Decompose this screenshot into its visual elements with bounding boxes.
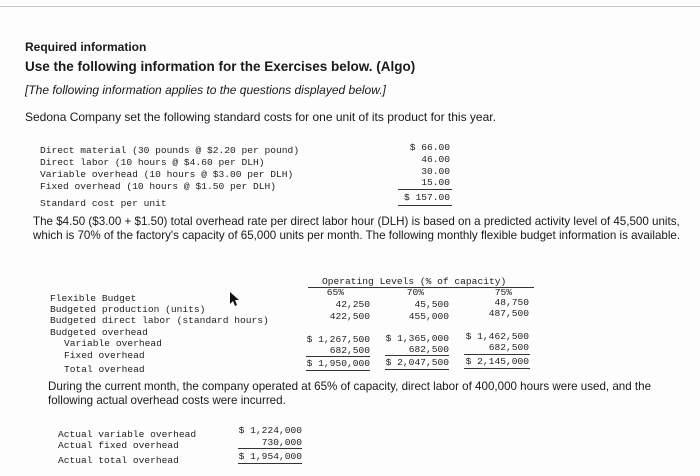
flexible-budget-title: Flexible Budget: [50, 293, 137, 304]
flex-cell: $ 1,462,500: [465, 331, 529, 342]
actual-costs-paragraph: During the current month, the company operated at 65% of capacity, direct labor of 400,000 hours were used, and the following actual overhead costs were incurred.: [48, 380, 652, 407]
operating-levels-header: Operating Levels (% of capacity): [322, 276, 507, 287]
subtotal-rule: [398, 189, 452, 190]
flex-row-label: Budgeted direct labor (standard hours): [50, 315, 269, 326]
flex-cell: 48,750: [494, 297, 529, 308]
standard-cost-label: Direct labor (10 hours @ $4.60 per DLH): [40, 157, 265, 168]
flex-cell: 682,500: [329, 345, 370, 356]
total-rule: [306, 370, 370, 371]
total-rule: [398, 205, 452, 206]
actual-row-label: Actual fixed overhead: [58, 440, 179, 451]
standard-cost-value: 15.00: [421, 177, 450, 188]
cursor-arrow-icon: [228, 291, 242, 307]
flex-cell: $ 1,267,500: [306, 334, 370, 345]
flex-cell: 682,500: [408, 344, 449, 355]
column-header-75: 75%: [494, 287, 512, 298]
flex-cell: 455,000: [408, 311, 449, 322]
standard-cost-label: Direct material (30 pounds @ $2.20 per pound): [40, 145, 300, 156]
actual-row-label: Actual variable overhead: [58, 429, 197, 440]
flex-cell: $ 2,047,500: [385, 357, 449, 368]
flex-row-label: Total overhead: [64, 364, 145, 375]
flex-row-label: Variable overhead: [64, 338, 162, 349]
column-header-65: 65%: [326, 287, 344, 298]
standard-cost-value: 30.00: [421, 166, 450, 177]
flex-cell: 42,250: [335, 299, 370, 310]
subtotal-rule: [238, 448, 302, 449]
flex-row-label: Budgeted overhead: [50, 327, 148, 338]
flex-cell: 682,500: [488, 342, 529, 353]
flex-row-label: Budgeted production (units): [50, 304, 206, 315]
total-rule: [385, 369, 449, 370]
actual-value: $ 1,224,000: [238, 425, 302, 436]
overhead-rate-paragraph: The $4.50 ($3.00 + $1.50) total overhead rate per direct labor hour (DLH) is based on a predicted activity level of 45,500 units, which is 70% of the factory's capacity of 65,000 units per month. The following monthly flexible budget information is available.: [33, 215, 681, 242]
standard-cost-total-label: Standard cost per unit: [40, 198, 167, 209]
actual-total-value: $ 1,954,000: [238, 451, 302, 462]
subtotal-rule: [385, 355, 449, 356]
standard-cost-value: $ 66.00: [409, 142, 450, 153]
standard-cost-value: 46.00: [421, 154, 450, 165]
top-divider: [0, 6, 700, 7]
standard-cost-label: Variable overhead (10 hours @ $3.00 per DLH): [40, 169, 294, 180]
standard-cost-total-value: $ 157.00: [403, 192, 450, 203]
flex-cell: $ 1,950,000: [306, 358, 370, 369]
total-rule: [464, 368, 530, 369]
applies-note: [The following information applies to the questions displayed below.]: [25, 83, 386, 97]
subtotal-rule: [464, 354, 530, 355]
flex-row-label: Fixed overhead: [64, 350, 145, 361]
standard-cost-label: Fixed overhead (10 hours @ $1.50 per DLH): [40, 181, 277, 192]
flex-cell: 422,500: [329, 311, 370, 322]
flex-cell: 487,500: [488, 308, 529, 319]
total-rule: [238, 463, 302, 464]
flex-cell: 45,500: [414, 299, 449, 310]
actual-row-label: Actual total overhead: [58, 455, 179, 466]
actual-value: 730,000: [261, 437, 302, 448]
required-information-heading: Required information: [25, 40, 147, 54]
column-header-70: 70%: [406, 287, 424, 298]
exercise-title: Use the following information for the Exercises below. (Algo): [25, 59, 416, 74]
flex-cell: $ 1,365,000: [385, 333, 449, 344]
subtotal-rule: [306, 356, 370, 357]
intro-text: Sedona Company set the following standard costs for one unit of its product for this year.: [25, 110, 496, 124]
flex-cell: $ 2,145,000: [465, 356, 529, 367]
